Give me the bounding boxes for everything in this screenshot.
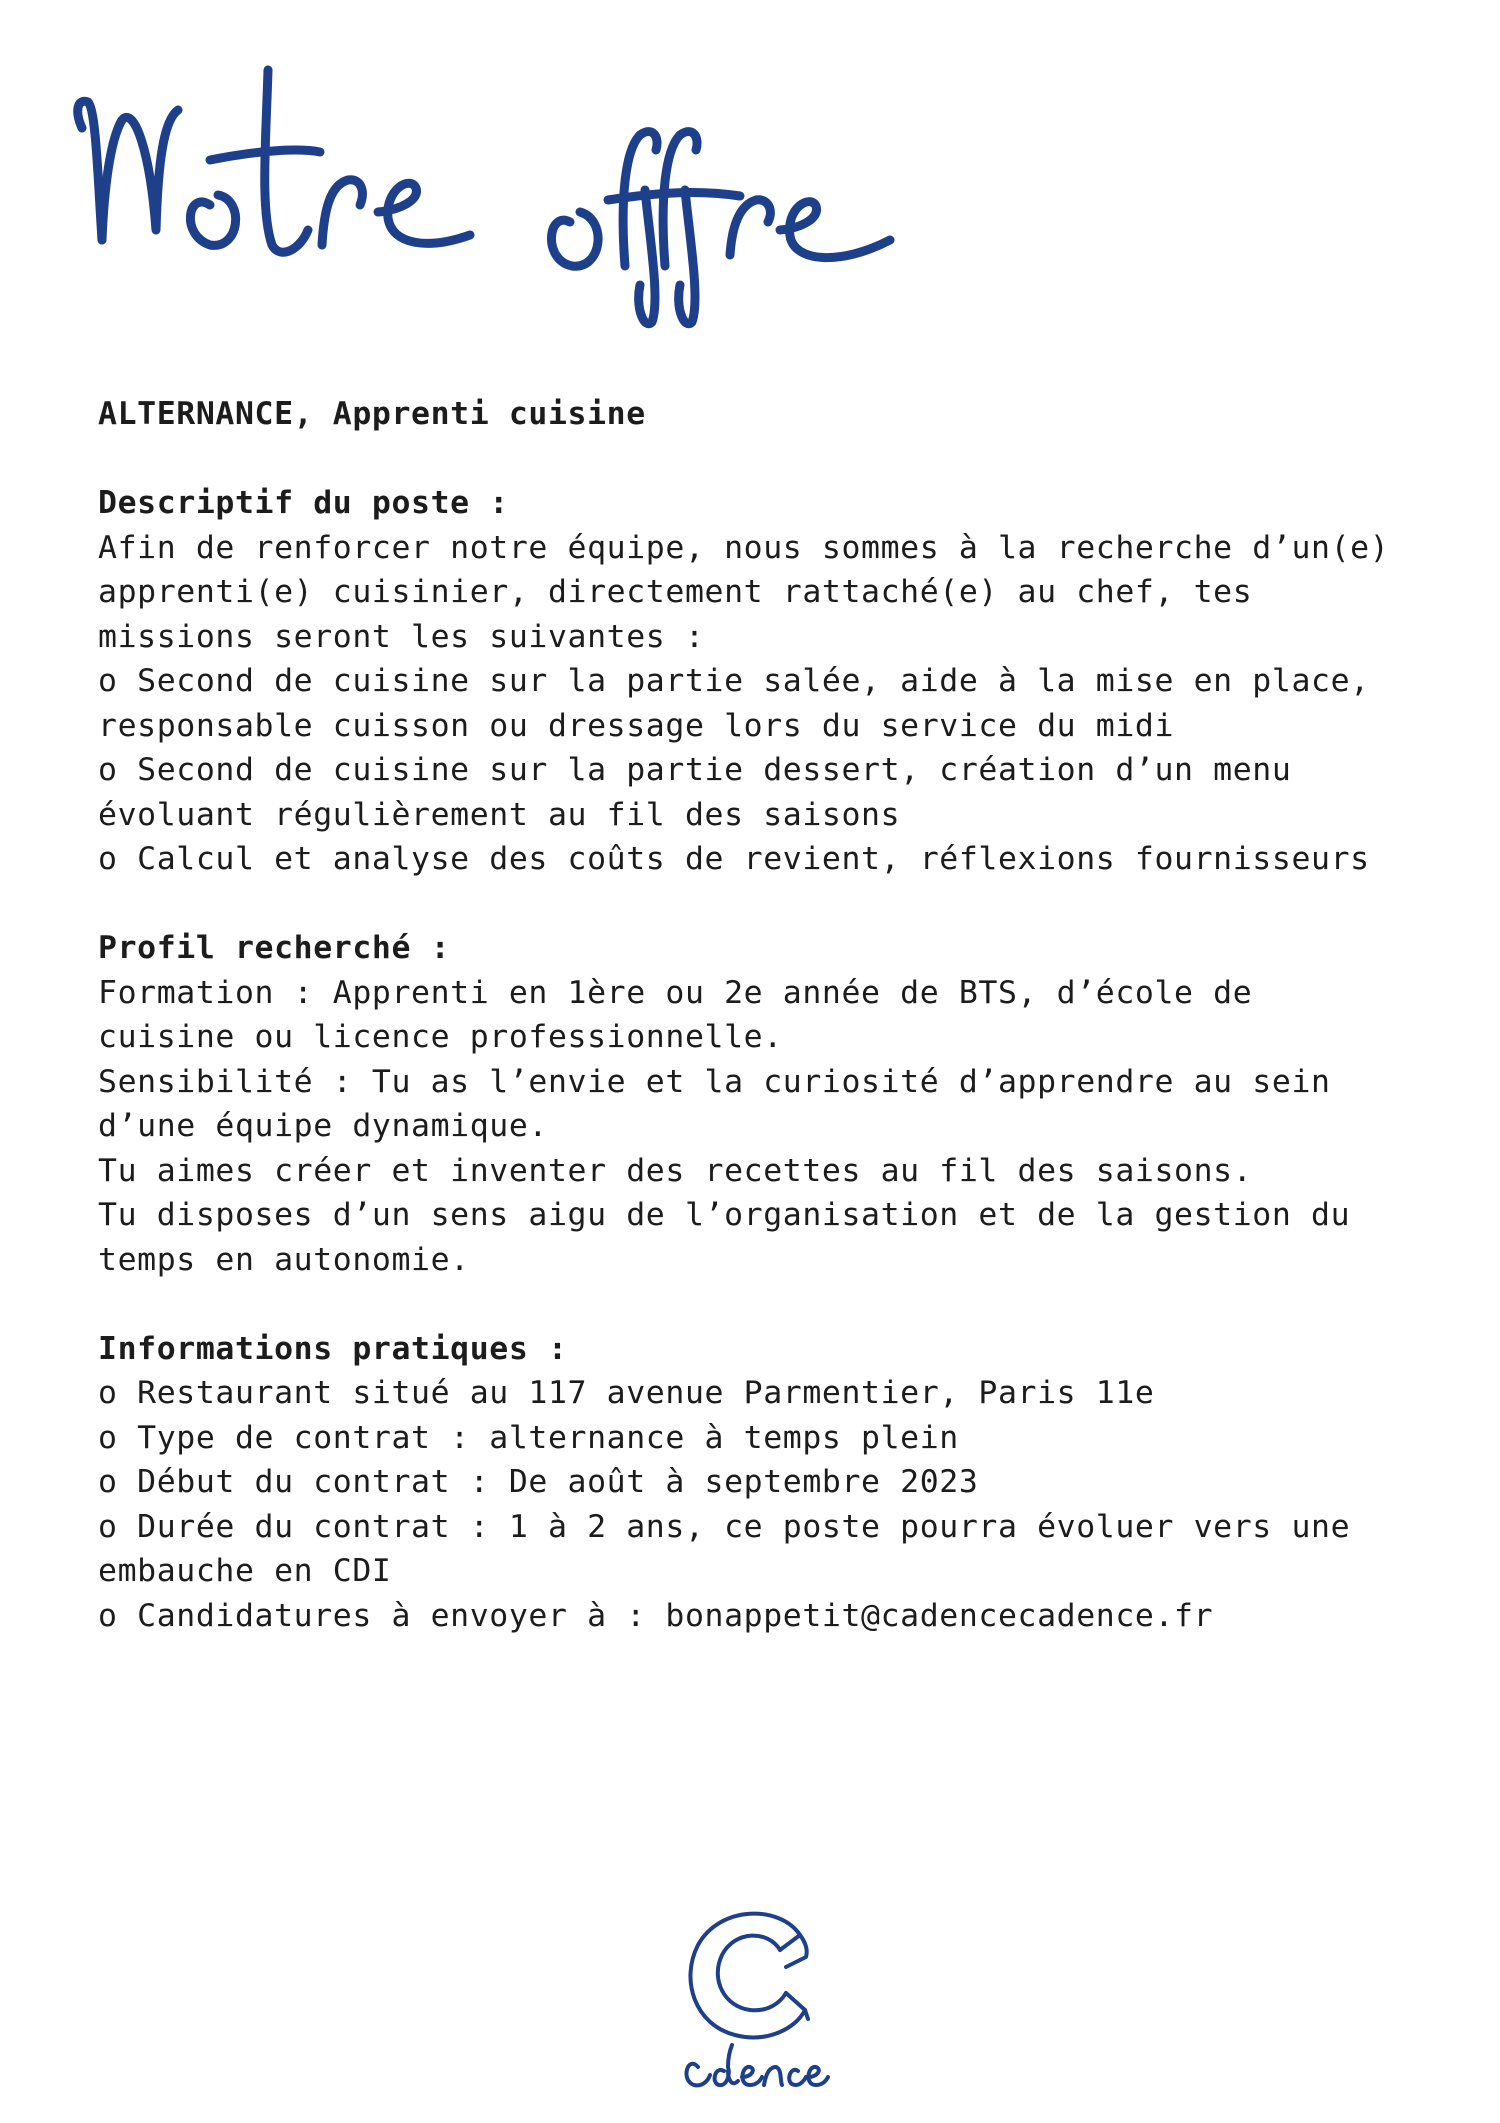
job-offer-body — [98, 392, 1458, 1638]
practical-line: embauche en CDI — [98, 1553, 392, 1589]
cadence-c-logo-icon — [680, 1895, 830, 2095]
practical-line: o Type de contrat : alternance à temps plein — [98, 1419, 959, 1456]
practical-heading: Informations pratiques : — [98, 1330, 568, 1367]
description-line: responsable cuisson ou dressage lors du service du midi — [98, 707, 1175, 744]
profile-heading: Profil recherché : — [98, 930, 451, 966]
description-line: Afin de renforcer notre équipe, nous sommes à la recherche d’un(e) — [98, 529, 1390, 566]
description-line: o Second de cuisine sur la partie salée, aide à la mise en place, — [98, 663, 1370, 699]
job-title: ALTERNANCE, Apprenti cuisine — [98, 396, 646, 432]
profile-line: Sensibilité : Tu as l’envie et la curiosité d’apprendre au sein — [98, 1063, 1331, 1100]
description-line: missions seront les suivantes : — [98, 618, 705, 655]
description-heading: Descriptif du poste : — [98, 485, 509, 521]
profile-line: temps en autonomie. — [98, 1241, 470, 1278]
description-line: o Calcul et analyse des coûts de revient, réflexions fournisseurs — [98, 841, 1370, 877]
profile-line: Tu disposes d’un sens aigu de l’organisation et de la gestion du — [98, 1197, 1351, 1233]
practical-line: o Début du contrat : De août à septembre 2023 — [98, 1464, 979, 1500]
description-line: évoluant régulièrement au fil des saisons — [98, 796, 901, 833]
practical-line: o Durée du contrat : 1 à 2 ans, ce poste pourra évoluer vers une — [98, 1508, 1351, 1545]
profile-line: cuisine ou licence professionnelle. — [98, 1019, 783, 1055]
practical-line: o Restaurant situé au 117 avenue Parmentier, Paris 11e — [98, 1375, 1155, 1411]
practical-line: o Candidatures à envoyer à : bonappetit@cadencecadence.fr — [98, 1597, 1214, 1634]
profile-line: d’une équipe dynamique. — [98, 1108, 548, 1144]
description-line: apprenti(e) cuisinier, directement rattaché(e) au chef, tes — [98, 574, 1253, 610]
profile-line: Formation : Apprenti en 1ère ou 2e année de BTS, d’école de — [98, 974, 1253, 1011]
handwritten-title — [60, 40, 940, 340]
section-gap — [98, 1282, 1458, 1327]
profile-line: Tu aimes créer et inventer des recettes au fil des saisons. — [98, 1152, 1253, 1189]
section-gap — [98, 882, 1458, 927]
section-gap — [98, 437, 1458, 482]
description-line: o Second de cuisine sur la partie dessert, création d’un menu — [98, 752, 1292, 788]
